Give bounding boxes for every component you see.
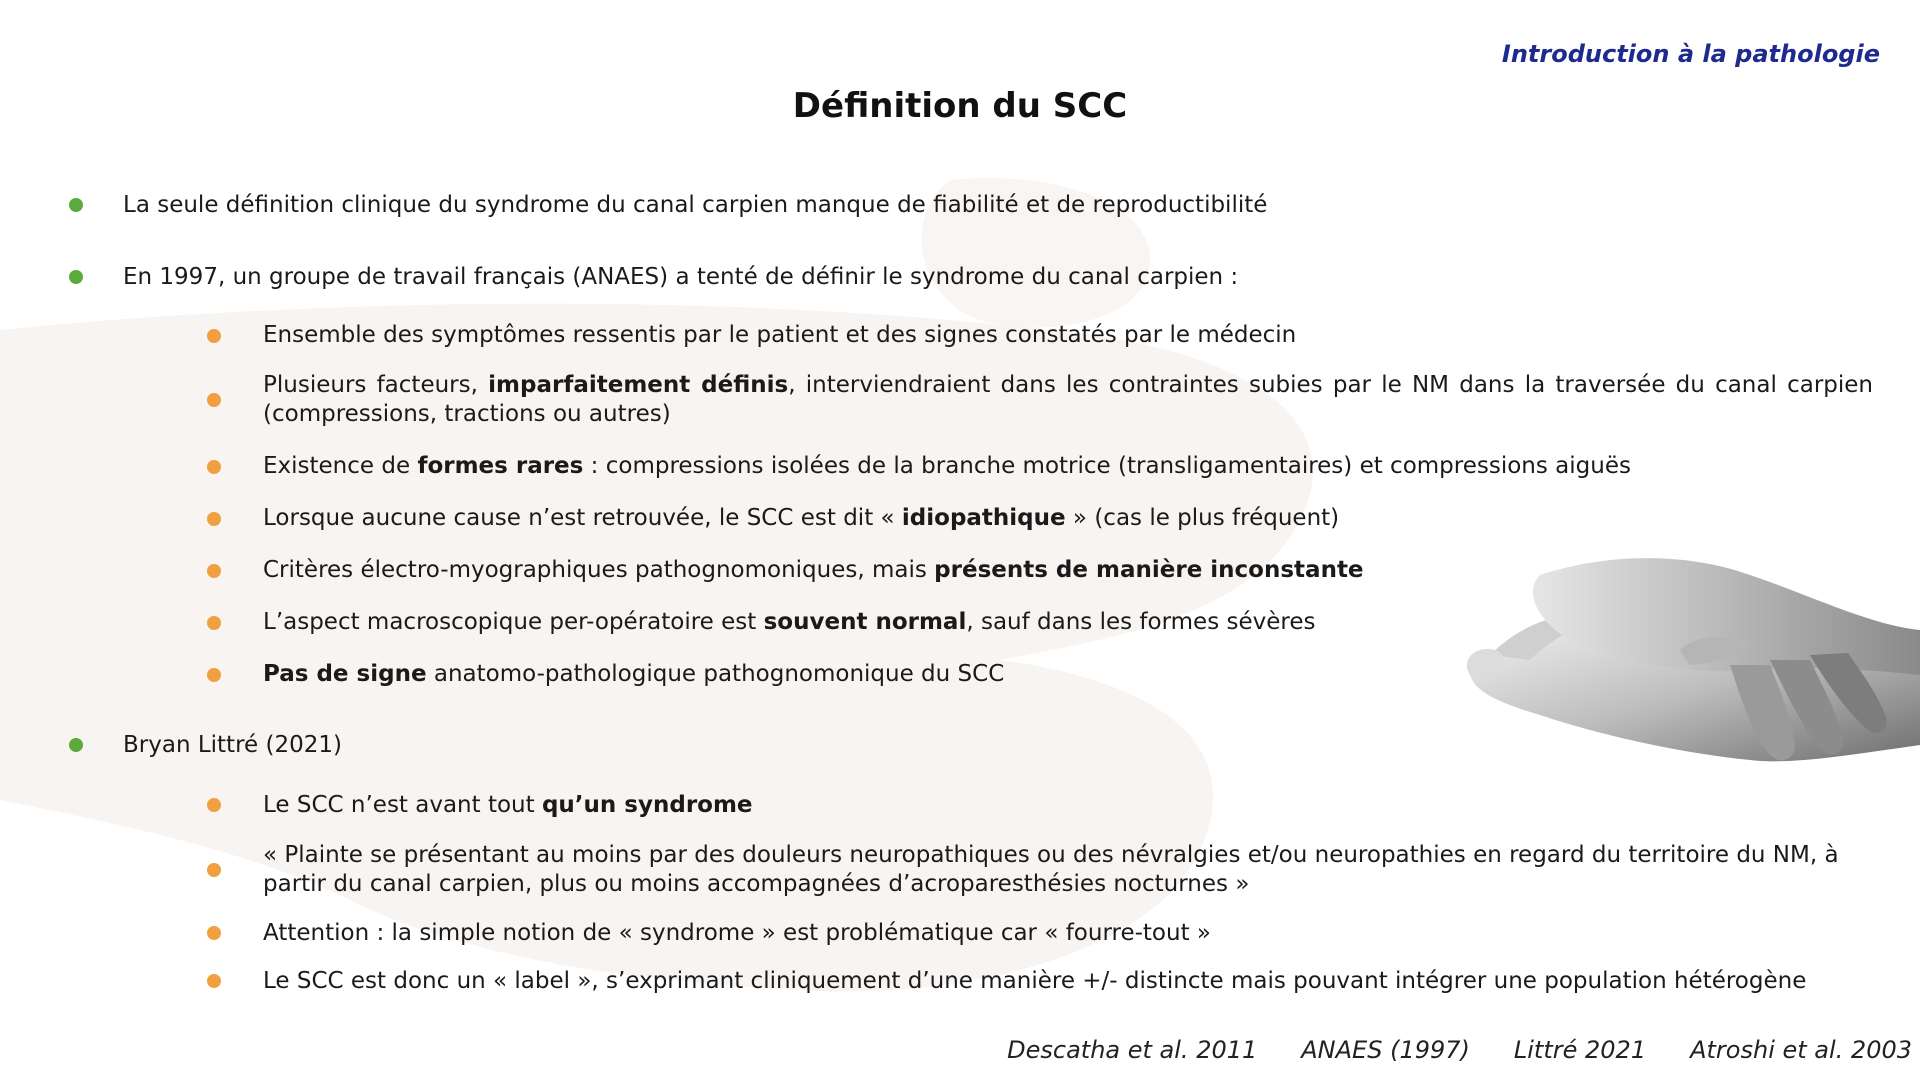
sub-bullet-dot <box>207 564 221 578</box>
sub-bullet-dot <box>207 668 221 682</box>
sub-bullet-text: Existence de formes rares : compressions isolées de la branche motrice (transligamentaires) et compressions aiguës <box>263 453 1631 479</box>
sub-bullet-text: Ensemble des symptômes ressentis par le patient et des signes constatés par le médecin <box>263 322 1297 348</box>
references <box>1007 1036 1912 1064</box>
sub-bullet-text: Lorsque aucune cause n’est retrouvée, le SCC est dit « idiopathique » (cas le plus fréquent) <box>263 505 1340 531</box>
bullet-text: La seule définition clinique du syndrome du canal carpien manque de fiabilité et de reproductibilité <box>123 192 1268 218</box>
sub-bullet-text: « Plainte se présentant au moins par des douleurs neuropathiques ou des névralgies et/ou neuropathies en regard du territoire du NM, à partir du canal carpien, plus ou moins accompagnées d’acroparesthésies nocturnes » <box>263 842 1839 897</box>
reference-item: Descatha et al. 2011 <box>1007 1036 1258 1064</box>
bullet-dot <box>69 270 83 284</box>
section-tag: Introduction à la pathologie <box>1501 40 1880 68</box>
sub-bullet-text: Le SCC n’est avant tout qu’un syndrome <box>263 792 753 818</box>
sub-bullet-dot <box>207 863 221 877</box>
bullet-dot <box>69 198 83 212</box>
sub-bullet-dot <box>207 512 221 526</box>
sub-bullet-dot <box>207 974 221 988</box>
bullet-dot <box>69 738 83 752</box>
sub-bullet-text: L’aspect macroscopique per-opératoire est souvent normal, sauf dans les formes sévères <box>263 609 1316 635</box>
sub-bullet-text: Plusieurs facteurs, imparfaitement définis, interviendraient dans les contraintes subies par le NM dans la traversée du canal carpien (compressions, tractions ou autres) <box>263 372 1873 427</box>
sub-bullet-dot <box>207 798 221 812</box>
sub-bullet-dot <box>207 926 221 940</box>
sub-bullet-text: Attention : la simple notion de « syndrome » est problématique car « fourre-tout » <box>263 920 1211 946</box>
sub-bullet-text: Critères électro-myographiques pathognomoniques, mais présents de manière inconstante <box>263 557 1364 583</box>
reference-item: Littré 2021 <box>1513 1036 1647 1064</box>
sub-bullet-text: Le SCC est donc un « label », s’exprimant cliniquement d’une manière +/- distincte mais pouvant intégrer une population hétérogène <box>263 968 1807 994</box>
sub-bullet-dot <box>207 329 221 343</box>
bullet-text: En 1997, un groupe de travail français (ANAES) a tenté de définir le syndrome du canal carpien : <box>123 264 1239 290</box>
reference-item: Atroshi et al. 2003 <box>1690 1036 1912 1064</box>
slide-title: Définition du SCC <box>792 86 1128 126</box>
sub-bullet-dot <box>207 393 221 407</box>
reference-item: ANAES (1997) <box>1301 1036 1470 1064</box>
sub-bullet-dot <box>207 460 221 474</box>
sub-bullet-text: Pas de signe anatomo-pathologique pathognomonique du SCC <box>263 661 1005 687</box>
sub-bullet-dot <box>207 616 221 630</box>
bullet-text: Bryan Littré (2021) <box>123 732 342 758</box>
